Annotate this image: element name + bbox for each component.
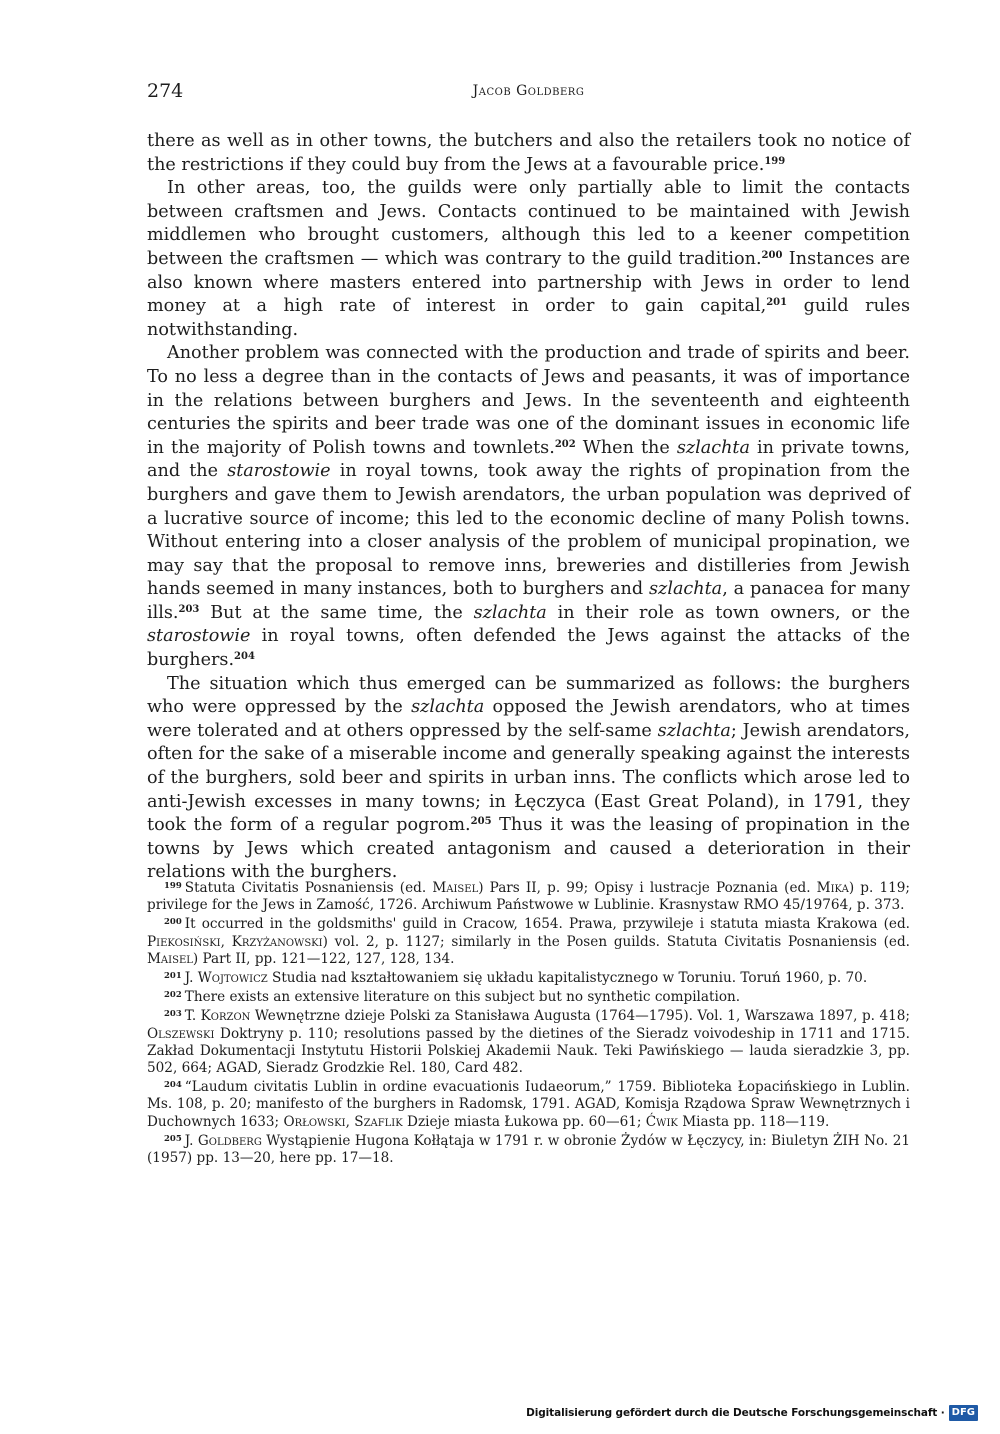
italic-term: szlachta — [473, 602, 547, 623]
italic-term: starostowie — [147, 626, 251, 647]
footnote-number: 202 — [164, 990, 182, 1001]
funding-credit-text: Digitalisierung gefördert durch die Deutsche Forschungsgemeinschaft · — [526, 1407, 945, 1419]
author-name: Piekosiński — [147, 933, 221, 950]
footnote-reference: 204 — [234, 651, 255, 663]
footnote-number: 199 — [164, 881, 182, 891]
author-name: Mika — [816, 880, 849, 896]
footnote: $^{202}$ There exists an extensive literature on this subject but no synthetic compilation. — [164, 989, 741, 1006]
paragraph: there as well as in other towns, the butchers and also the retailers took no notice of the restrictions if they could buy from the Jews at a favourable price.$^{199}$ — [147, 131, 910, 175]
page-number: 274 — [147, 80, 184, 102]
footnote-number: 205 — [164, 1133, 182, 1144]
italic-term: szlachta — [657, 720, 731, 741]
author-name: Goldberg — [197, 1132, 262, 1149]
footnote: $^{205}$ J. Goldberg Wystąpienie Hugona Kołłątaja w 1791 r. w obronie Żydów w Łęczycy, in: Biuletyn ŻIH No. 21 (1957) pp. 13—20, here pp. 17—18. — [147, 1132, 910, 1167]
footnotes — [147, 878, 910, 1167]
dfg-logo-icon: DFG — [949, 1405, 978, 1421]
footnote: $^{199}$ Statuta Civitatis Posnaniensis (ed. Maisel) Pars II, p. 99; Opisy i lustracje Poznania (ed. Mika) p. 119; privilege for the Jews in Zamość, 1726. Archiwum Państwowe w Lublinie. Krasnystaw RMO 45/19764, p. 373. — [147, 880, 910, 914]
italic-term: szlachta — [411, 697, 485, 718]
page-header — [147, 80, 910, 104]
main-text — [147, 130, 910, 885]
footnote-number: 204 — [164, 1080, 182, 1091]
footnote-number: 200 — [164, 917, 182, 928]
footnote: $^{203}$ T. Korzon Wewnętrzne dzieje Polski za Stanisława Augusta (1764—1795). Vol. 1, Warszawa 1897, p. 418; Olszewski Doktryny p. 110; resolutions passed by the dietines of the Sieradz voivodeship in 1711 and 1715. Zakład Dokumentacji Instytutu Historii Polskiej Akademii Nauk. Teki Pawińskiego — lauda sieradzkie 3, pp. 502, 664; AGAD, Sieradz Grodzkie Rel. 180, Card 482. — [147, 1008, 911, 1077]
paragraph: In other areas, too, the guilds were only partially able to limit the contacts between craftsmen and Jews. Contacts continued to be maintained with Jewish middlemen who brought customers, although this led to a keener competition between the craftsmen — which was contrary to the guild tradition.$^{200}$ Instances are also known where masters entered into partnership with Jews in order to lend money at a high rate of interest in order to gain capital,$^{201}$ guild rules notwithstanding. — [147, 178, 910, 340]
paragraph: Another problem was connected with the production and trade of spirits and beer. To no less a degree than in the contacts of Jews and peasants, it was of importance in the relations between burghers and Jews. In the seventeenth and eighteenth centuries the spirits and beer trade was one of the dominant issues in economic life in the majority of Polish towns and townlets.$^{202}$ When the szlachta in private towns, and the starostowie in royal towns, took away the rights of propination from the burghers and gave them to Jewish arendators, the urban population was deprived of a lucrative source of income; this led to the economic decline of many Polish towns. Without entering into a closer analysis of the problem of municipal propination, we may say that the proposal to remove inns, breweries and distilleries from Jewish hands seemed in many instances, both to burghers and szlachta, a panacea for many ills.$^{203}$ But at the same time, the szlachta in their role as town owners, or the starostowie in royal towns, often defended the Jews against the attacks of the burghers.$^{204}$ — [147, 343, 911, 671]
footnote-number: 203 — [164, 1009, 182, 1020]
footnote: $^{204}$ “Laudum civitatis Lublin in ordine evacuationis Iudaeorum,” 1759. Biblioteka Łopacińskiego in Lublin. Ms. 108, p. 20; manifesto of the burghers in Radomsk, 1791. AGAD, Komisja Rządowa Spraw Wewnętrznych i Duchownych 1633; Orłowski, Szaflik Dzieje miasta Łukowa pp. 60—61; Ćwik Miasta pp. 118—119. — [147, 1079, 910, 1130]
footnote: $^{200}$ It occurred in the goldsmiths' guild in Cracow, 1654. Prawa, przywileje i statuta miasta Krakowa (ed. Piekosiński, Krzyżanowski) vol. 2, p. 1127; similarly in the Posen guilds. Statuta Civitatis Posnaniensis (ed. Maisel) Part II, pp. 121—122, 127, 128, 134. — [147, 916, 910, 967]
footnote-reference: 203 — [178, 603, 200, 615]
author-name: Maisel — [147, 950, 193, 967]
footnote-number: 201 — [164, 971, 182, 982]
author-name: Maisel — [432, 880, 479, 896]
italic-term: starostowie — [227, 461, 331, 482]
author-name: Olszewski — [147, 1025, 215, 1042]
author-name: Orłowski — [283, 1113, 346, 1130]
funding-credit — [526, 1404, 978, 1422]
paragraph: The situation which thus emerged can be summarized as follows: the burghers who were oppressed by the szlachta opposed the Jewish arendators, who at times were tolerated and at others oppressed by the self-same szlachta; Jewish arendators, often for the sake of a miserable income and generally speaking against the interests of the burghers, sold beer and spirits in urban inns. The conflicts which arose led to anti-Jewish excesses in many towns; in Łęczyca (East Great Poland), in 1791, they took the form of a regular pogrom.$^{205}$ Thus it was the leasing of propination in the towns by Jews which created antagonism and caused a deterioration in their relations with the burghers. — [147, 673, 911, 883]
italic-term: szlachta — [676, 437, 750, 458]
author-name: Szaflik — [354, 1113, 403, 1130]
footnote-reference: 199 — [764, 155, 786, 167]
footnote-reference: 205 — [470, 816, 492, 828]
author-name: Krzyżanowski — [231, 933, 323, 950]
footnote-reference: 201 — [766, 297, 788, 309]
footnote-reference: 200 — [761, 249, 783, 261]
footnote-reference: 202 — [554, 438, 576, 450]
italic-term: szlachta — [649, 579, 723, 600]
author-name: Ćwik — [645, 1113, 678, 1130]
footnote: $^{201}$ J. Wojtowicz Studia nad kształtowaniem się układu kapitalistycznego w Toruniu. Toruń 1960, p. 70. — [164, 970, 868, 987]
author-name: Wojtowicz — [197, 970, 268, 987]
running-head: Jacob Goldberg — [472, 83, 585, 99]
author-name: Korzon — [200, 1008, 251, 1025]
